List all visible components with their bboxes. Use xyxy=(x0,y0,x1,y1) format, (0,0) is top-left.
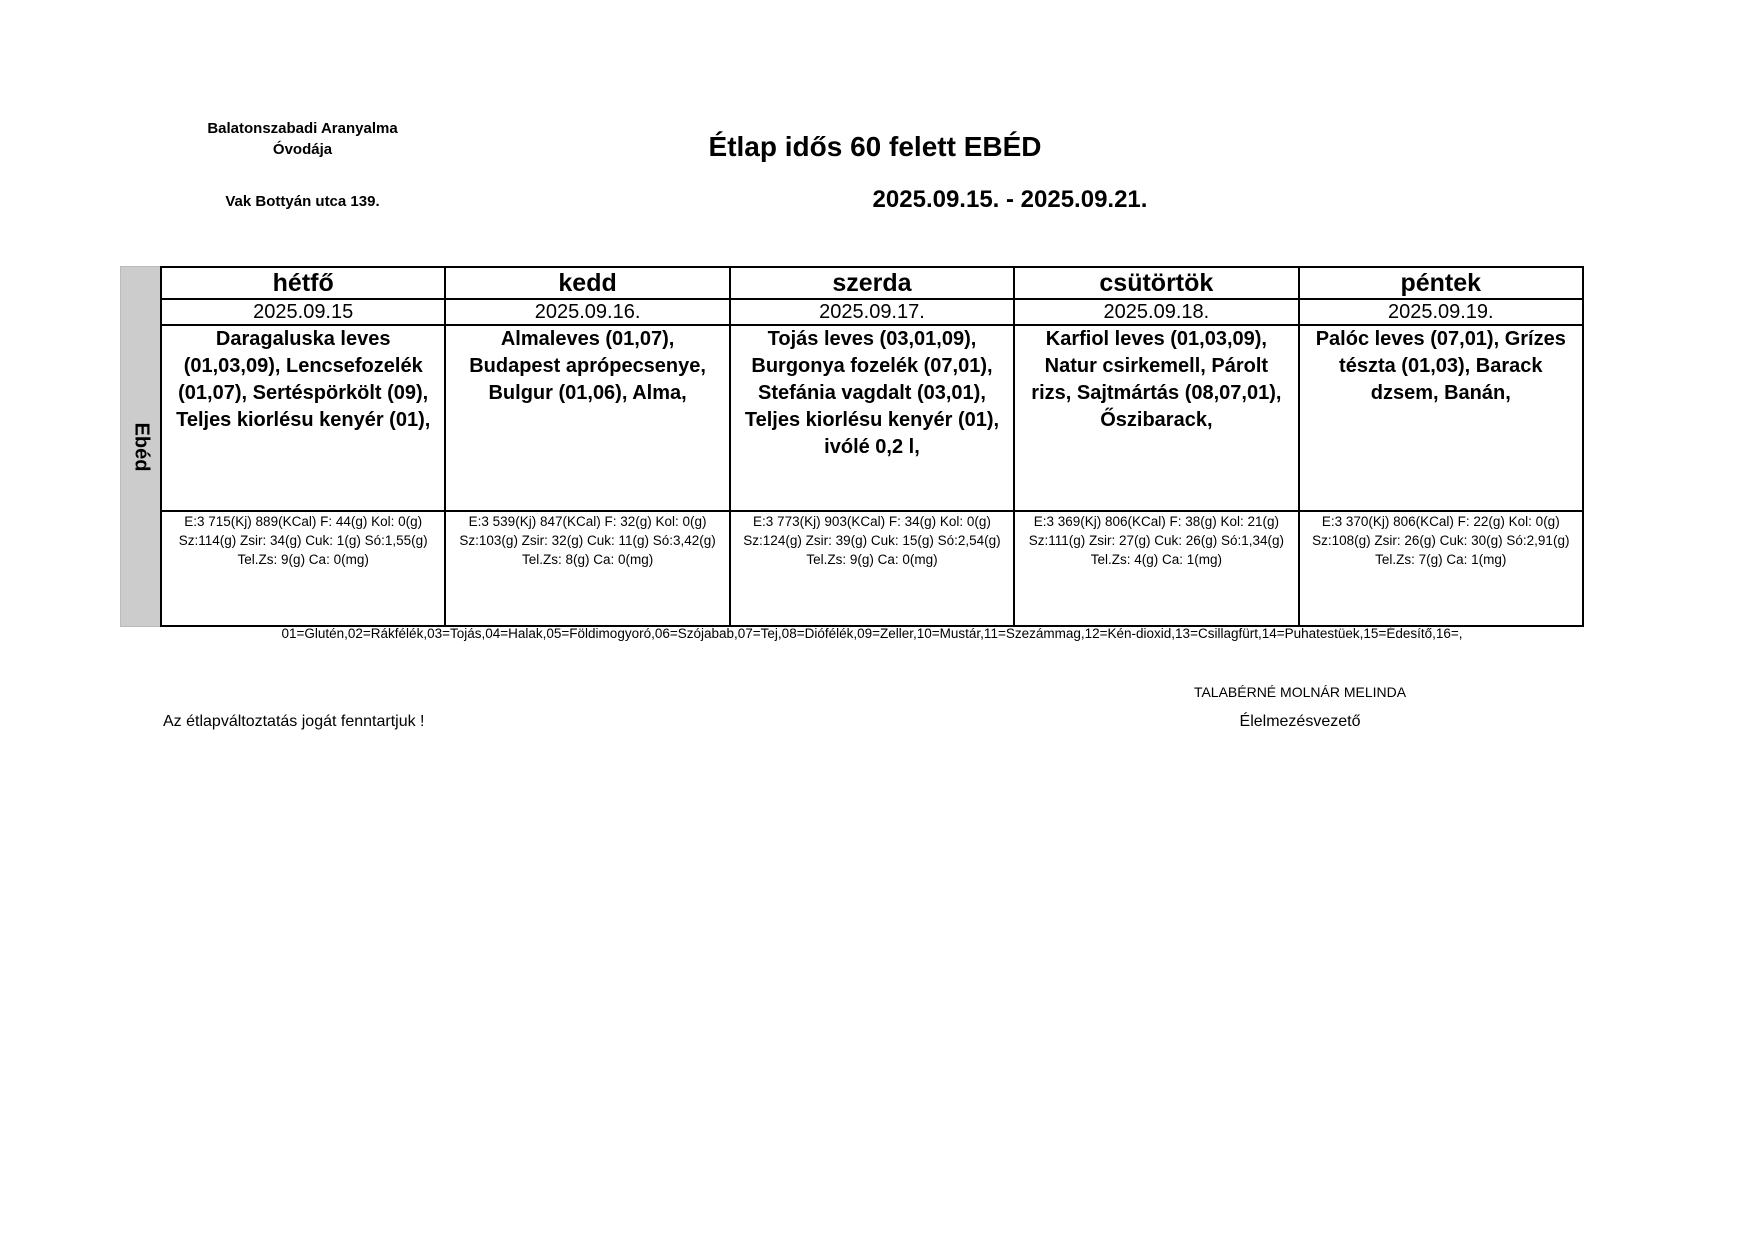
date-range: 2025.09.15. - 2025.09.21. xyxy=(872,186,1148,213)
dish-line: dzsem, Banán, xyxy=(1370,382,1511,404)
day-name: szerda xyxy=(730,267,1014,299)
day-name: péntek xyxy=(1299,267,1583,299)
dish-line: Budapest aprópecsenye, xyxy=(469,355,706,377)
dish-line: Tojás leves (03,01,09), xyxy=(767,328,977,350)
dish-row xyxy=(161,325,1583,511)
nutrition-cell xyxy=(1299,511,1583,626)
institution-line2: Óvodája xyxy=(272,141,333,158)
day-date: 2025.09.16. xyxy=(445,299,729,325)
institution-address: Vak Bottyán utca 139. xyxy=(225,193,380,210)
meal-label: Ebéd xyxy=(130,422,153,471)
dish-line: Burgonya fozelék (07,01), xyxy=(751,355,993,377)
nutrition-line: Tel.Zs: 7(g) Ca: 1(mg) xyxy=(1375,552,1507,567)
allergen-legend: 01=Glutén,02=Rákfélék,03=Tojás,04=Halak,05=Földimogyoró,06=Szójabab,07=Tej,08=Diófélék,09=Zeller,10=Mustár,11=Szezámmag,12=Kén-dioxid,13=Csillagfürt,14=Puhatestüek,15=Édesítő,16=, xyxy=(281,626,1463,641)
institution-name xyxy=(175,118,430,160)
nutrition-line: Tel.Zs: 9(g) Ca: 0(mg) xyxy=(237,552,369,567)
dish-line: Almaleves (01,07), xyxy=(500,328,675,350)
nutrition-line: Sz:114(g) Zsir: 34(g) Cuk: 1(g) Só:1,55(g) xyxy=(178,533,428,548)
dish-line: Stefánia vagdalt (03,01), xyxy=(758,382,986,404)
nutrition-cell xyxy=(161,511,445,626)
day-date-row xyxy=(161,299,1583,325)
dishes-cell xyxy=(445,325,729,511)
menu-table xyxy=(160,266,1584,627)
day-name: hétfő xyxy=(161,267,445,299)
dish-line: Teljes kiorlésu kenyér (01), xyxy=(744,409,1000,431)
nutrition-cell xyxy=(445,511,729,626)
dish-line: rizs, Sajtmártás (08,07,01), xyxy=(1031,382,1282,404)
nutrition-line: Sz:103(g) Zsir: 32(g) Cuk: 11(g) Só:3,42(g) xyxy=(459,533,716,548)
signatory-name: TALABÉRNÉ MOLNÁR MELINDA xyxy=(1193,684,1407,700)
dish-line: Bulgur (01,06), Alma, xyxy=(488,382,687,404)
nutrition-line: Tel.Zs: 4(g) Ca: 1(mg) xyxy=(1090,552,1222,567)
nutrition-line: Tel.Zs: 9(g) Ca: 0(mg) xyxy=(806,552,938,567)
nutrition-line: Tel.Zs: 8(g) Ca: 0(mg) xyxy=(521,552,654,567)
disclaimer: Az étlapváltoztatás jogát fenntartjuk ! xyxy=(163,713,425,730)
nutrition-line: E:3 539(Kj) 847(KCal) F: 32(g) Kol: 0(g) xyxy=(468,514,707,529)
dishes-cell xyxy=(1014,325,1298,511)
day-name: kedd xyxy=(445,267,729,299)
dish-line: Karfiol leves (01,03,09), xyxy=(1045,328,1267,350)
day-date: 2025.09.15 xyxy=(161,299,445,325)
dish-line: ivólé 0,2 l, xyxy=(824,436,920,458)
nutrition-cell xyxy=(730,511,1014,626)
page-title: Étlap idős 60 felett EBÉD xyxy=(708,131,1042,162)
dishes-cell xyxy=(1299,325,1583,511)
nutrition-line: E:3 773(Kj) 903(KCal) F: 34(g) Kol: 0(g) xyxy=(753,514,991,529)
nutrition-line: E:3 370(Kj) 806(KCal) F: 22(g) Kol: 0(g) xyxy=(1321,514,1560,529)
nutrition-line: E:3 369(Kj) 806(KCal) F: 38(g) Kol: 21(g) xyxy=(1033,514,1280,529)
day-date: 2025.09.18. xyxy=(1014,299,1298,325)
day-date: 2025.09.17. xyxy=(730,299,1014,325)
nutrition-cell xyxy=(1014,511,1298,626)
nutrition-line: E:3 715(Kj) 889(KCal) F: 44(g) Kol: 0(g) xyxy=(184,514,423,529)
dish-line: Őszibarack, xyxy=(1100,409,1213,431)
day-date: 2025.09.19. xyxy=(1299,299,1583,325)
dish-line: Daragaluska leves xyxy=(215,328,391,350)
dish-line: Teljes kiorlésu kenyér (01), xyxy=(176,409,431,431)
nutrition-line: Sz:108(g) Zsir: 26(g) Cuk: 30(g) Só:2,91(g) xyxy=(1312,533,1570,548)
dish-line: tészta (01,03), Barack xyxy=(1339,355,1543,377)
dish-line: Natur csirkemell, Párolt xyxy=(1044,355,1269,377)
nutrition-line: Sz:124(g) Zsir: 39(g) Cuk: 15(g) Só:2,54(g) xyxy=(743,533,1001,548)
dish-line: Palóc leves (07,01), Grízes xyxy=(1315,328,1566,350)
dish-line: (01,03,09), Lencsefozelék xyxy=(183,355,423,377)
meal-sidebar xyxy=(120,266,161,627)
dishes-cell xyxy=(730,325,1014,511)
nutrition-row xyxy=(161,511,1583,626)
day-name: csütörtök xyxy=(1014,267,1298,299)
day-name-row xyxy=(161,267,1583,299)
institution-line1: Balatonszabadi Aranyalma xyxy=(207,120,398,137)
nutrition-line: Sz:111(g) Zsir: 27(g) Cuk: 26(g) Só:1,34(g) xyxy=(1028,533,1285,548)
dish-line: (01,07), Sertéspörkölt (09), xyxy=(178,382,429,404)
signatory-role: Élelmezésvezető xyxy=(1239,713,1361,730)
dishes-cell xyxy=(161,325,445,511)
